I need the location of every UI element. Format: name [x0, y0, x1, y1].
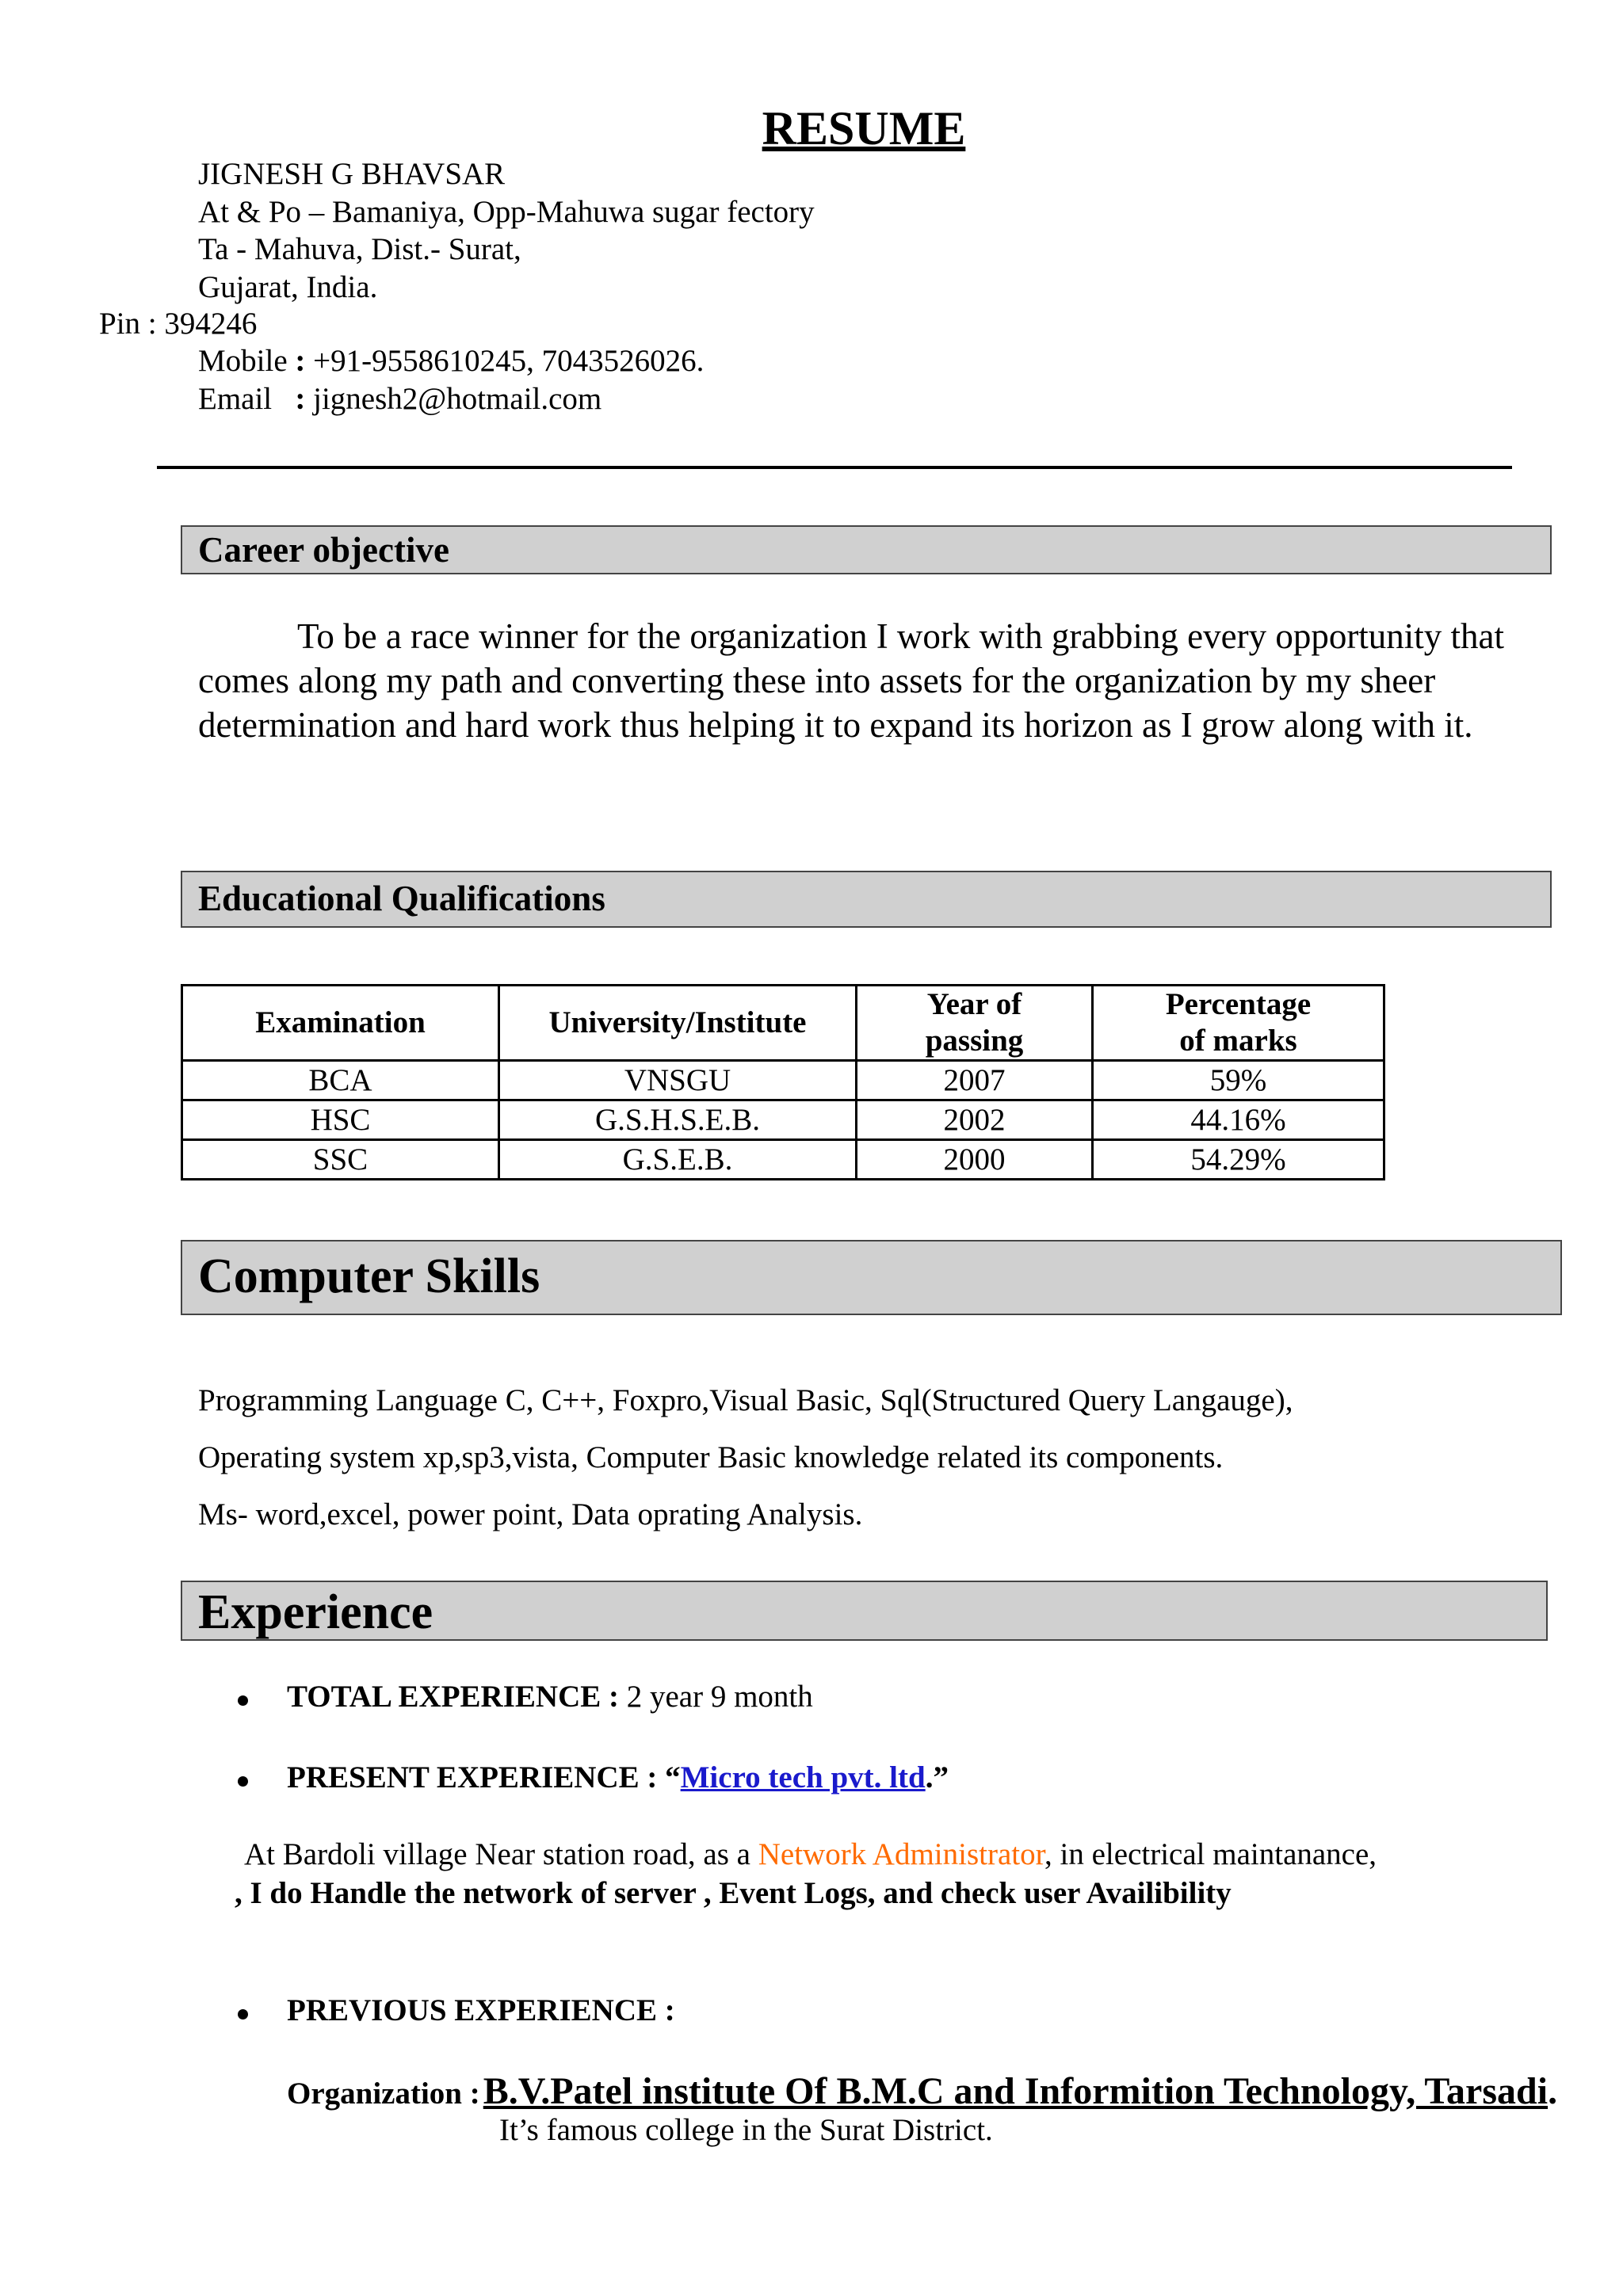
- previous-experience-item: [287, 1993, 675, 2028]
- organization-name: B.V.Patel institute Of B.M.C and Informition Technology, Tarsadi: [483, 2070, 1549, 2112]
- email-label: Email: [198, 381, 273, 416]
- email-value: jignesh2@hotmail.com: [313, 381, 602, 416]
- section-heading-computer-skills: Computer Skills: [181, 1240, 1562, 1315]
- table-cell: G.S.E.B.: [499, 1140, 857, 1180]
- description-text: , in electrical maintanance,: [1044, 1837, 1377, 1871]
- present-experience-duties: , I do Handle the network of server , Event Logs, and check user Availibility: [235, 1876, 1232, 1910]
- mobile-value: +91-9558610245, 7043526026.: [313, 344, 705, 378]
- section-heading-experience: Experience: [181, 1581, 1548, 1641]
- table-cell: SSC: [182, 1140, 499, 1180]
- organization-description: It’s famous college in the Surat District.: [499, 2113, 993, 2147]
- resume-title: RESUME: [762, 102, 966, 154]
- section-heading-education: Educational Qualifications: [181, 871, 1552, 928]
- skill-line: Operating system xp,sp3,vista, Computer Basic knowledge related its components.: [198, 1440, 1224, 1474]
- candidate-name: JIGNESH G BHAVSAR: [198, 157, 506, 191]
- role-text: Network Administrator: [758, 1837, 1045, 1871]
- total-experience-label: TOTAL EXPERIENCE :: [287, 1680, 619, 1714]
- header-divider: [157, 466, 1512, 469]
- bullet-icon: [238, 2009, 248, 2019]
- table-cell: VNSGU: [499, 1061, 857, 1100]
- organization-period: .: [1548, 2070, 1558, 2112]
- table-cell: HSC: [182, 1100, 499, 1140]
- table-cell: 59%: [1093, 1061, 1384, 1100]
- present-experience-item: [287, 1760, 949, 1795]
- table-header-row: [182, 986, 1384, 1061]
- quote-open: “: [665, 1760, 681, 1794]
- career-objective-text: To be a race winner for the organization I work with grabbing every opportunity that comes along my path and converting these into assets for the organization by my sheer determination and hard work thus helping it to expand its horizon as I grow along with it.: [198, 616, 1505, 745]
- present-experience-description: [244, 1836, 1377, 1872]
- education-table: [181, 984, 1385, 1180]
- table-cell: 2007: [857, 1061, 1093, 1100]
- table-cell: G.S.H.S.E.B.: [499, 1100, 857, 1140]
- table-cell: 44.16%: [1093, 1100, 1384, 1140]
- organization-label: Organization :: [287, 2077, 480, 2111]
- previous-experience-label: PREVIOUS EXPERIENCE :: [287, 1993, 675, 2027]
- total-experience-value: 2 year 9 month: [626, 1680, 813, 1714]
- table-cell: BCA: [182, 1061, 499, 1100]
- table-row: [182, 1100, 1384, 1140]
- bullet-icon: [238, 1695, 248, 1706]
- address-block: [198, 155, 815, 306]
- section-heading-career-objective: Career objective: [181, 525, 1552, 574]
- table-cell: 54.29%: [1093, 1140, 1384, 1180]
- mobile-label: Mobile: [198, 344, 288, 378]
- total-experience-item: [287, 1679, 813, 1714]
- quote-close: .”: [925, 1760, 949, 1794]
- table-cell: 2002: [857, 1100, 1093, 1140]
- address-line: Gujarat, India.: [198, 269, 378, 304]
- description-text: At Bardoli village Near station road, as a: [244, 1837, 758, 1871]
- company-link[interactable]: Micro tech pvt. ltd: [680, 1760, 926, 1794]
- column-header: Percentage of marks: [1093, 986, 1384, 1061]
- column-header: University/Institute: [499, 986, 857, 1061]
- address-line: At & Po – Bamaniya, Opp-Mahuwa sugar fectory: [198, 194, 815, 229]
- contact-block: [198, 342, 704, 418]
- computer-skills-list: [198, 1372, 1293, 1543]
- organization-line: [287, 2069, 1557, 2113]
- pin-code: Pin : 394246: [99, 307, 258, 341]
- table-row: [182, 1140, 1384, 1180]
- email-line: Email : jignesh2@hotmail.com: [198, 381, 602, 416]
- skill-line: Programming Language C, C++, Foxpro,Visual Basic, Sql(Structured Query Langauge),: [198, 1383, 1293, 1417]
- mobile-line: Mobile : +91-9558610245, 7043526026.: [198, 344, 705, 378]
- present-experience-label: PRESENT EXPERIENCE :: [287, 1760, 658, 1794]
- skill-line: Ms- word,excel, power point, Data oprating Analysis.: [198, 1497, 863, 1531]
- table-cell: 2000: [857, 1140, 1093, 1180]
- table-row: [182, 1061, 1384, 1100]
- address-line: Ta - Mahuva, Dist.- Surat,: [198, 232, 521, 266]
- bullet-icon: [238, 1776, 248, 1787]
- column-header: Examination: [182, 986, 499, 1061]
- column-header: Year of passing: [857, 986, 1093, 1061]
